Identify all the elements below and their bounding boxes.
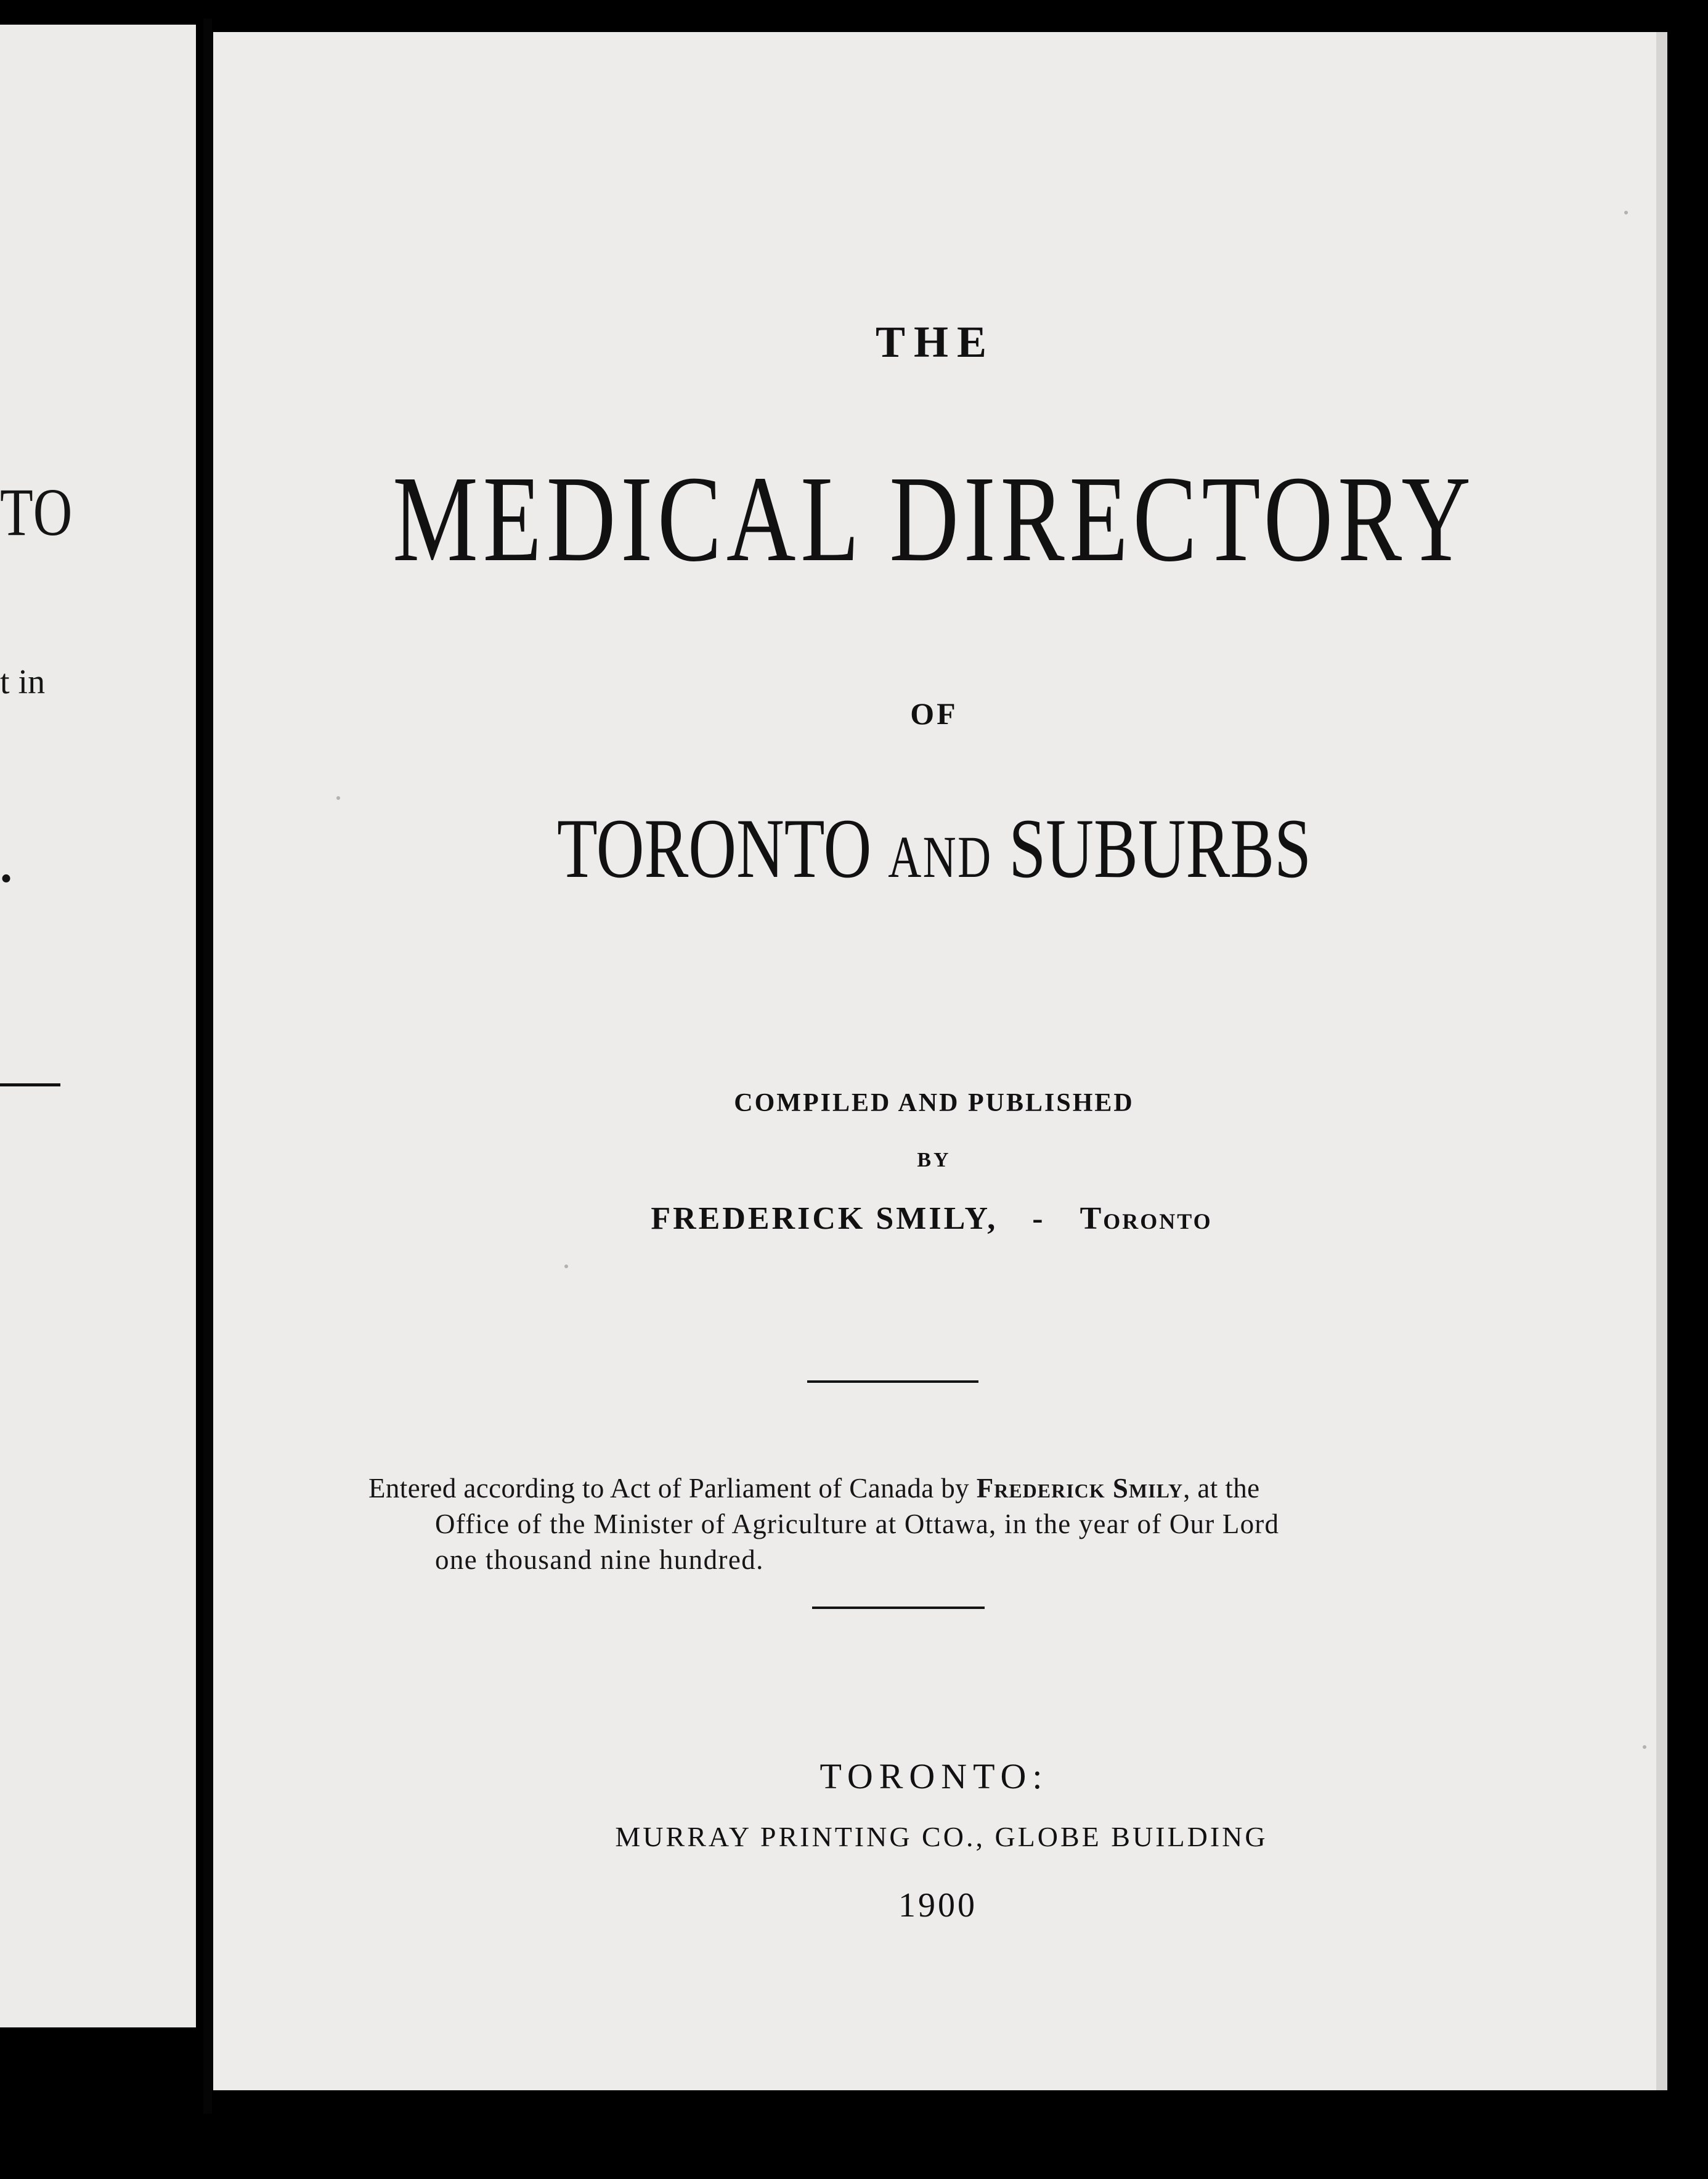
main-title: MEDICAL DIRECTORY [392,451,1476,587]
left-facing-page [0,25,196,2027]
left-page-text-fragment: TO [0,474,73,550]
subtitle-and: AND [888,824,993,890]
left-page-rule [0,1083,60,1086]
copyright-notice [368,1470,1508,1578]
title-article: THE [875,317,996,367]
copyright-text: Entered according to Act of Parliament of Canada by [368,1473,977,1504]
copyright-line [368,1470,1508,1506]
copyright-holder: Frederick Smily [976,1473,1184,1504]
left-page-text-fragment: . [0,839,12,893]
divider-rule [812,1607,985,1609]
scan-speck [1643,1745,1646,1749]
subtitle-city: TORONTO [556,801,872,895]
copyright-line: one thousand nine hundred. [435,1544,764,1575]
copyright-line: Office of the Minister of Agriculture at Ottawa, in the year of Our Lord [435,1509,1280,1539]
divider-rule [807,1380,978,1383]
by-line: BY [917,1149,951,1171]
imprint-city: TORONTO: [819,1756,1049,1796]
publisher-dash: - [1032,1201,1046,1236]
publisher-name: FREDERICK SMILY, [651,1201,998,1236]
left-page-text-fragment: t in [0,663,46,701]
scan-speck [1624,211,1628,214]
imprint-printer: MURRAY PRINTING CO., GLOBE BUILDING [615,1821,1268,1852]
scan-speck [564,1265,568,1268]
title-connector: OF [910,696,958,731]
copyright-text: , at the [1183,1473,1260,1504]
subtitle-suburbs: SUBURBS [1009,801,1311,895]
title-page [213,32,1667,2090]
publisher-line [205,1200,1659,1237]
compiled-line: COMPILED AND PUBLISHED [734,1089,1134,1117]
subtitle-locality [367,799,1502,897]
scan-speck [336,796,340,800]
publisher-city: Toronto [1080,1201,1213,1236]
imprint-year: 1900 [898,1886,977,1924]
